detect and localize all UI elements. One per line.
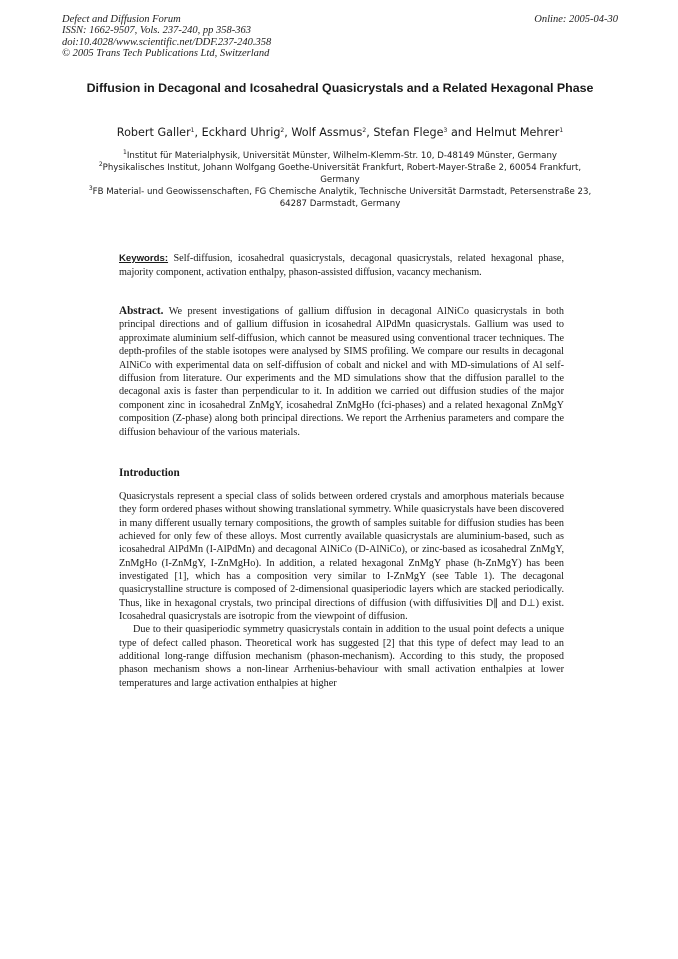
affiliation-text: Institut für Materialphysik, Universität Münster, Wilhelm-Klemm-Str. 10, D-48149 Münster, Germany <box>126 151 557 161</box>
affiliation <box>78 162 602 186</box>
author-separator: , <box>366 126 374 139</box>
journal-name: Defect and Diffusion Forum <box>62 14 181 25</box>
issn-line: ISSN: 1662-9507, Vols. 237-240, pp 358-363 <box>62 25 251 37</box>
author-separator: , <box>284 126 292 139</box>
affiliation <box>78 186 602 210</box>
author-affiliation-mark: 3 <box>443 127 448 134</box>
affiliation-text: FB Material- und Geowissenschaften, FG Chemische Analytik, Technische Universität Darmstadt, Petersenstraße 23, 64287 Darmstadt, Germany <box>92 187 592 209</box>
abstract-text: We present investigations of gallium diffusion in decagonal AlNiCo quasicrystals in both principal directions and of gallium diffusion in icosahedral AlPdMn quasicrystals. Gallium was used to approximate aluminium self-diffusion, which cannot be measured using conventional tracer techniques. The depth-profiles of the stable isotopes were analysed by SIMS profiling. We compare our results in decagonal AlNiCo with experimental data on self-diffusion of cobalt and nickel and with MD-simulations of Al self-diffusion from literature. Our experiments and the MD simulations show that the diffusion parallel to the decagonal axis is faster than perpendicular to it. In addition we carried out diffusion studies of the major component zinc in icosahedral ZnMgY, icosahedral ZnMgHo (fci-phases) and a related hexagonal ZnMgY composition (Z-phase) along both principal directions. We report the Arrhenius parameters and compare the diffusion behaviour of the various materials. <box>119 306 564 438</box>
author-name: Helmut Mehrer <box>475 126 560 139</box>
author-and: and <box>450 126 472 139</box>
introduction-heading: Introduction <box>119 467 180 479</box>
author-affiliation-mark: 1 <box>559 127 564 134</box>
author-name: Eckhard Uhrig <box>201 126 281 139</box>
keywords-label: Keywords: <box>119 253 169 264</box>
author-affiliation-mark: 2 <box>280 127 285 134</box>
paper-title: Diffusion in Decagonal and Icosahedral Quasicrystals and a Related Hexagonal Phase <box>86 81 594 95</box>
abstract-label: Abstract. <box>119 305 164 317</box>
affiliation-number: 3 <box>88 185 93 192</box>
affiliation-number: 1 <box>123 149 127 156</box>
author-separator: , <box>194 126 202 139</box>
affiliation <box>78 150 602 162</box>
author-affiliation-mark: 2 <box>362 127 367 134</box>
author-name: Stefan Flege <box>373 126 444 139</box>
affiliation-list <box>78 150 602 210</box>
author-name: Robert Galler <box>116 126 191 139</box>
online-date: Online: 2005-04-30 <box>534 14 618 25</box>
keywords-text: Self-diffusion, icosahedral quasicrystals, decagonal quasicrystals, related hexagonal phase, majority component, activation enthalpy, phason-assisted diffusion, vacancy mechanism. <box>119 253 565 278</box>
introduction-body <box>119 490 564 690</box>
keywords-block <box>119 252 564 279</box>
affiliation-text: Physikalisches Institut, Johann Wolfgang Goethe-Universität Frankfurt, Robert-Mayer-Straße 2, 60054 Frankfurt, Germany <box>102 163 582 185</box>
journal-header <box>62 14 618 60</box>
copyright-line: © 2005 Trans Tech Publications Ltd, Switzerland <box>62 48 270 60</box>
introduction-paragraph: Quasicrystals represent a special class of solids between ordered crystals and amorphous materials because they form ordered phases without showing translational symmetry. While quasicrystals have been discovered in many different usually ternary compositions, the growth of samples suitable for diffusion studies has been achieved for only few of these alloys. Most currently available quasicrystals are aluminium-based, such as icosahedral AlPdMn (I-AlPdMn) and decagonal AlNiCo (D-AlNiCo), or zinc-based as icosahedral ZnMgY, ZnMgHo (I-ZnMgY, I-ZnMgHo). In addition, a related hexagonal ZnMgY phase (h-ZnMgY) has been investigated [1], which has a composition very similar to I-ZnMgY (see Table 1). The decagonal quasicrystalline structure is composed of 2-dimensional quasiperiodic layers which are stacked periodically. Thus, like in hexagonal crystals, two principal directions of diffusion (with diffusivities D∥ and D⊥) exist. Icosahedral quasicrystals are isotropic from the viewpoint of diffusion. <box>119 491 564 623</box>
author-affiliation-mark: 1 <box>190 127 195 134</box>
abstract-block <box>119 305 564 439</box>
doi-link[interactable]: doi:10.4028/www.scientific.net/DDF.237-240.358 <box>62 36 272 48</box>
author-name: Wolf Assmus <box>291 126 363 139</box>
introduction-paragraph: Due to their quasiperiodic symmetry quasicrystals contain in addition to the usual point defects a unique type of defect called phason. Theoretical work has suggested [2] that this type of defect may lead to an additional long-range diffusion mechanism (phason-mechanism). According to this study, the proposed phason mechanism shows a non-linear Arrhenius-behaviour with small activation enthalpies at lower temperatures and large activation enthalpies at higher <box>119 624 564 689</box>
author-list <box>62 126 618 140</box>
affiliation-number: 2 <box>98 161 103 168</box>
